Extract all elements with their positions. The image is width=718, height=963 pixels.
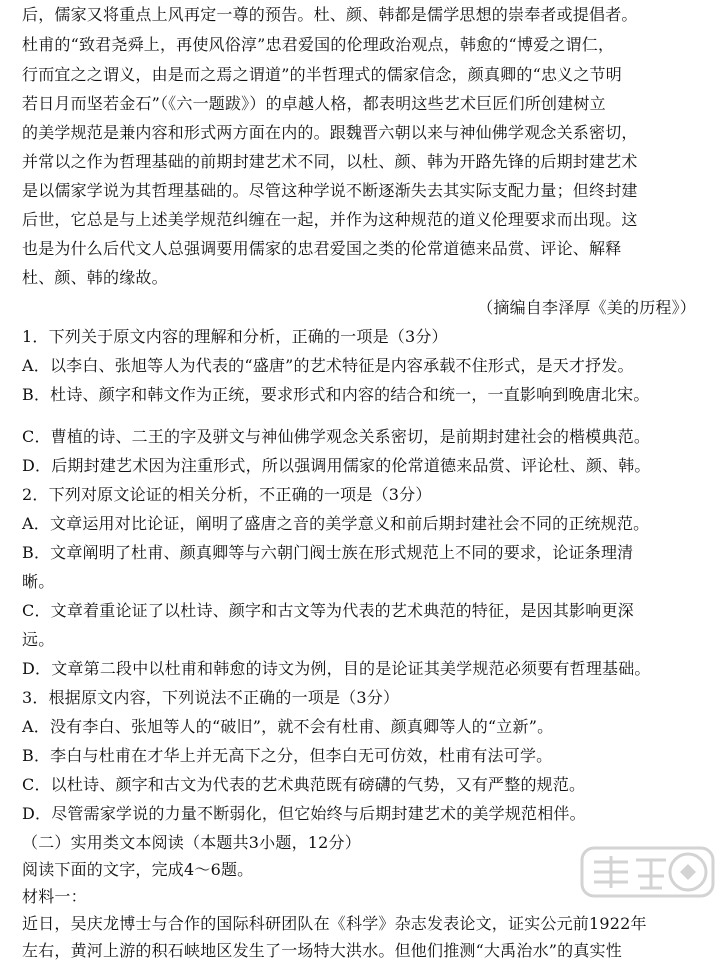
section-heading: （二）实用类文本阅读（本题共3小题，12分）	[22, 833, 361, 852]
source-citation: （摘编自李泽厚《美的历程》）	[477, 298, 696, 317]
question-2-option-b-cont: 晰。	[22, 572, 55, 591]
paragraph-line: 也是为什么后代文人总强调要用儒家的忠君爱国之类的伦常道德来品赏、评论、解释	[22, 239, 622, 258]
question-1-option-a: A．以李白、张旭等人为代表的“盛唐”的艺术特征是内容承载不住形式，是天才抒发。	[22, 356, 634, 375]
question-2-option-c: C．文章着重论证了以杜诗、颜字和古文等为代表的艺术典范的特征，是因其影响更深	[22, 601, 634, 620]
question-3-option-a: A．没有李白、张旭等人的“破旧”，就不会有杜甫、颜真卿等人的“立新”。	[22, 717, 554, 736]
question-2-option-d: D．文章第二段中以杜甫和韩愈的诗文为例，目的是论证其美学规范必须要有哲理基础。	[22, 659, 651, 678]
question-1-option-b: B．杜诗、颜字和韩文作为正统，要求形式和内容的结合和统一，一直影响到晚唐北宋。	[22, 385, 650, 404]
question-2-option-b: B．文章阐明了杜甫、颜真卿等与六朝门阀士族在形式规范上不同的要求，论证条理清	[22, 543, 634, 562]
question-3-option-d: D．尽管需家学说的力量不断弱化，但它始终与后期封建艺术的美学规范相伴。	[22, 804, 586, 823]
material-label: 材料一：	[22, 887, 87, 906]
paragraph-line: 的美学规范是兼内容和形式两方面在内的。跟魏晋六朝以来与神仙佛学观念关系密切，	[22, 123, 638, 142]
material-line: 左右，黄河上游的积石峡地区发生了一场特大洪水。但他们推测“大禹治水”的真实性	[22, 941, 622, 960]
question-1-option-d: D．后期封建艺术因为注重形式，所以强调用儒家的伦常道德来品赏、评论杜、颜、韩。	[22, 456, 651, 475]
paragraph-line: 并常以之作为哲理基础的前期封建艺术不同，以杜、颜、韩为开路先锋的后期封建艺术	[22, 152, 638, 171]
question-3-stem: 3．根据原文内容，下列说法不正确的一项是（3分）	[22, 688, 400, 707]
question-2-option-c-cont: 远。	[22, 630, 55, 649]
paragraph-line: 杜甫的“致君尧舜上，再使风俗淳”忠君爱国的伦理政治观点，韩愈的“博爱之谓仁，	[22, 35, 615, 54]
paragraph-line: 后，儒家又将重点上风再定一尊的预告。杜、颜、韩都是儒学思想的崇奉者或提倡者。	[22, 5, 638, 24]
question-1-option-c: C．曹植的诗、二王的字及骈文与神仙佛学观念关系密切，是前期封建社会的楷模典范。	[22, 427, 651, 446]
watermark-logo	[580, 842, 715, 902]
question-2-stem: 2．下列对原文论证的相关分析，不正确的一项是（3分）	[22, 485, 432, 504]
paragraph-line: 杜、颜、韩的缘故。	[22, 268, 168, 287]
reading-instruction: 阅读下面的文字，完成4～6题。	[22, 860, 254, 879]
question-3-option-b: B．李白与杜甫在才华上并无高下之分，但李白无可仿效，杜甫有法可学。	[22, 746, 553, 765]
paragraph-line: 后世，它总是与上述美学规范纠缠在一起，并作为这种规范的道义伦理要求而出现。这	[22, 210, 638, 229]
question-2-option-a: A．文章运用对比论证，阐明了盛唐之音的美学意义和前后期封建社会不同的正统规范。	[22, 514, 650, 533]
paragraph-line: 是以儒家学说为其哲理基础的。尽管这种学说不断逐渐失去其实际支配力量；但终封建	[22, 181, 638, 200]
material-line: 近日，吴庆龙博士与合作的国际科研团队在《科学》杂志发表论文，证实公元前1922年	[22, 914, 647, 933]
paragraph-line: 若日月而坚若金石”（《六一题跋》）的卓越人格，都表明这些艺术巨匠们所创建树立	[22, 94, 606, 113]
question-1-stem: 1．下列关于原文内容的理解和分析，正确的一项是（3分）	[22, 327, 448, 346]
paragraph-line: 行而宜之之谓义，由是而之焉之谓道”的半哲理式的儒家信念，颜真卿的“忠义之节明	[22, 65, 622, 84]
question-3-option-c: C．以杜诗、颜字和古文为代表的艺术典范既有磅礴的气势，又有严整的规范。	[22, 775, 586, 794]
